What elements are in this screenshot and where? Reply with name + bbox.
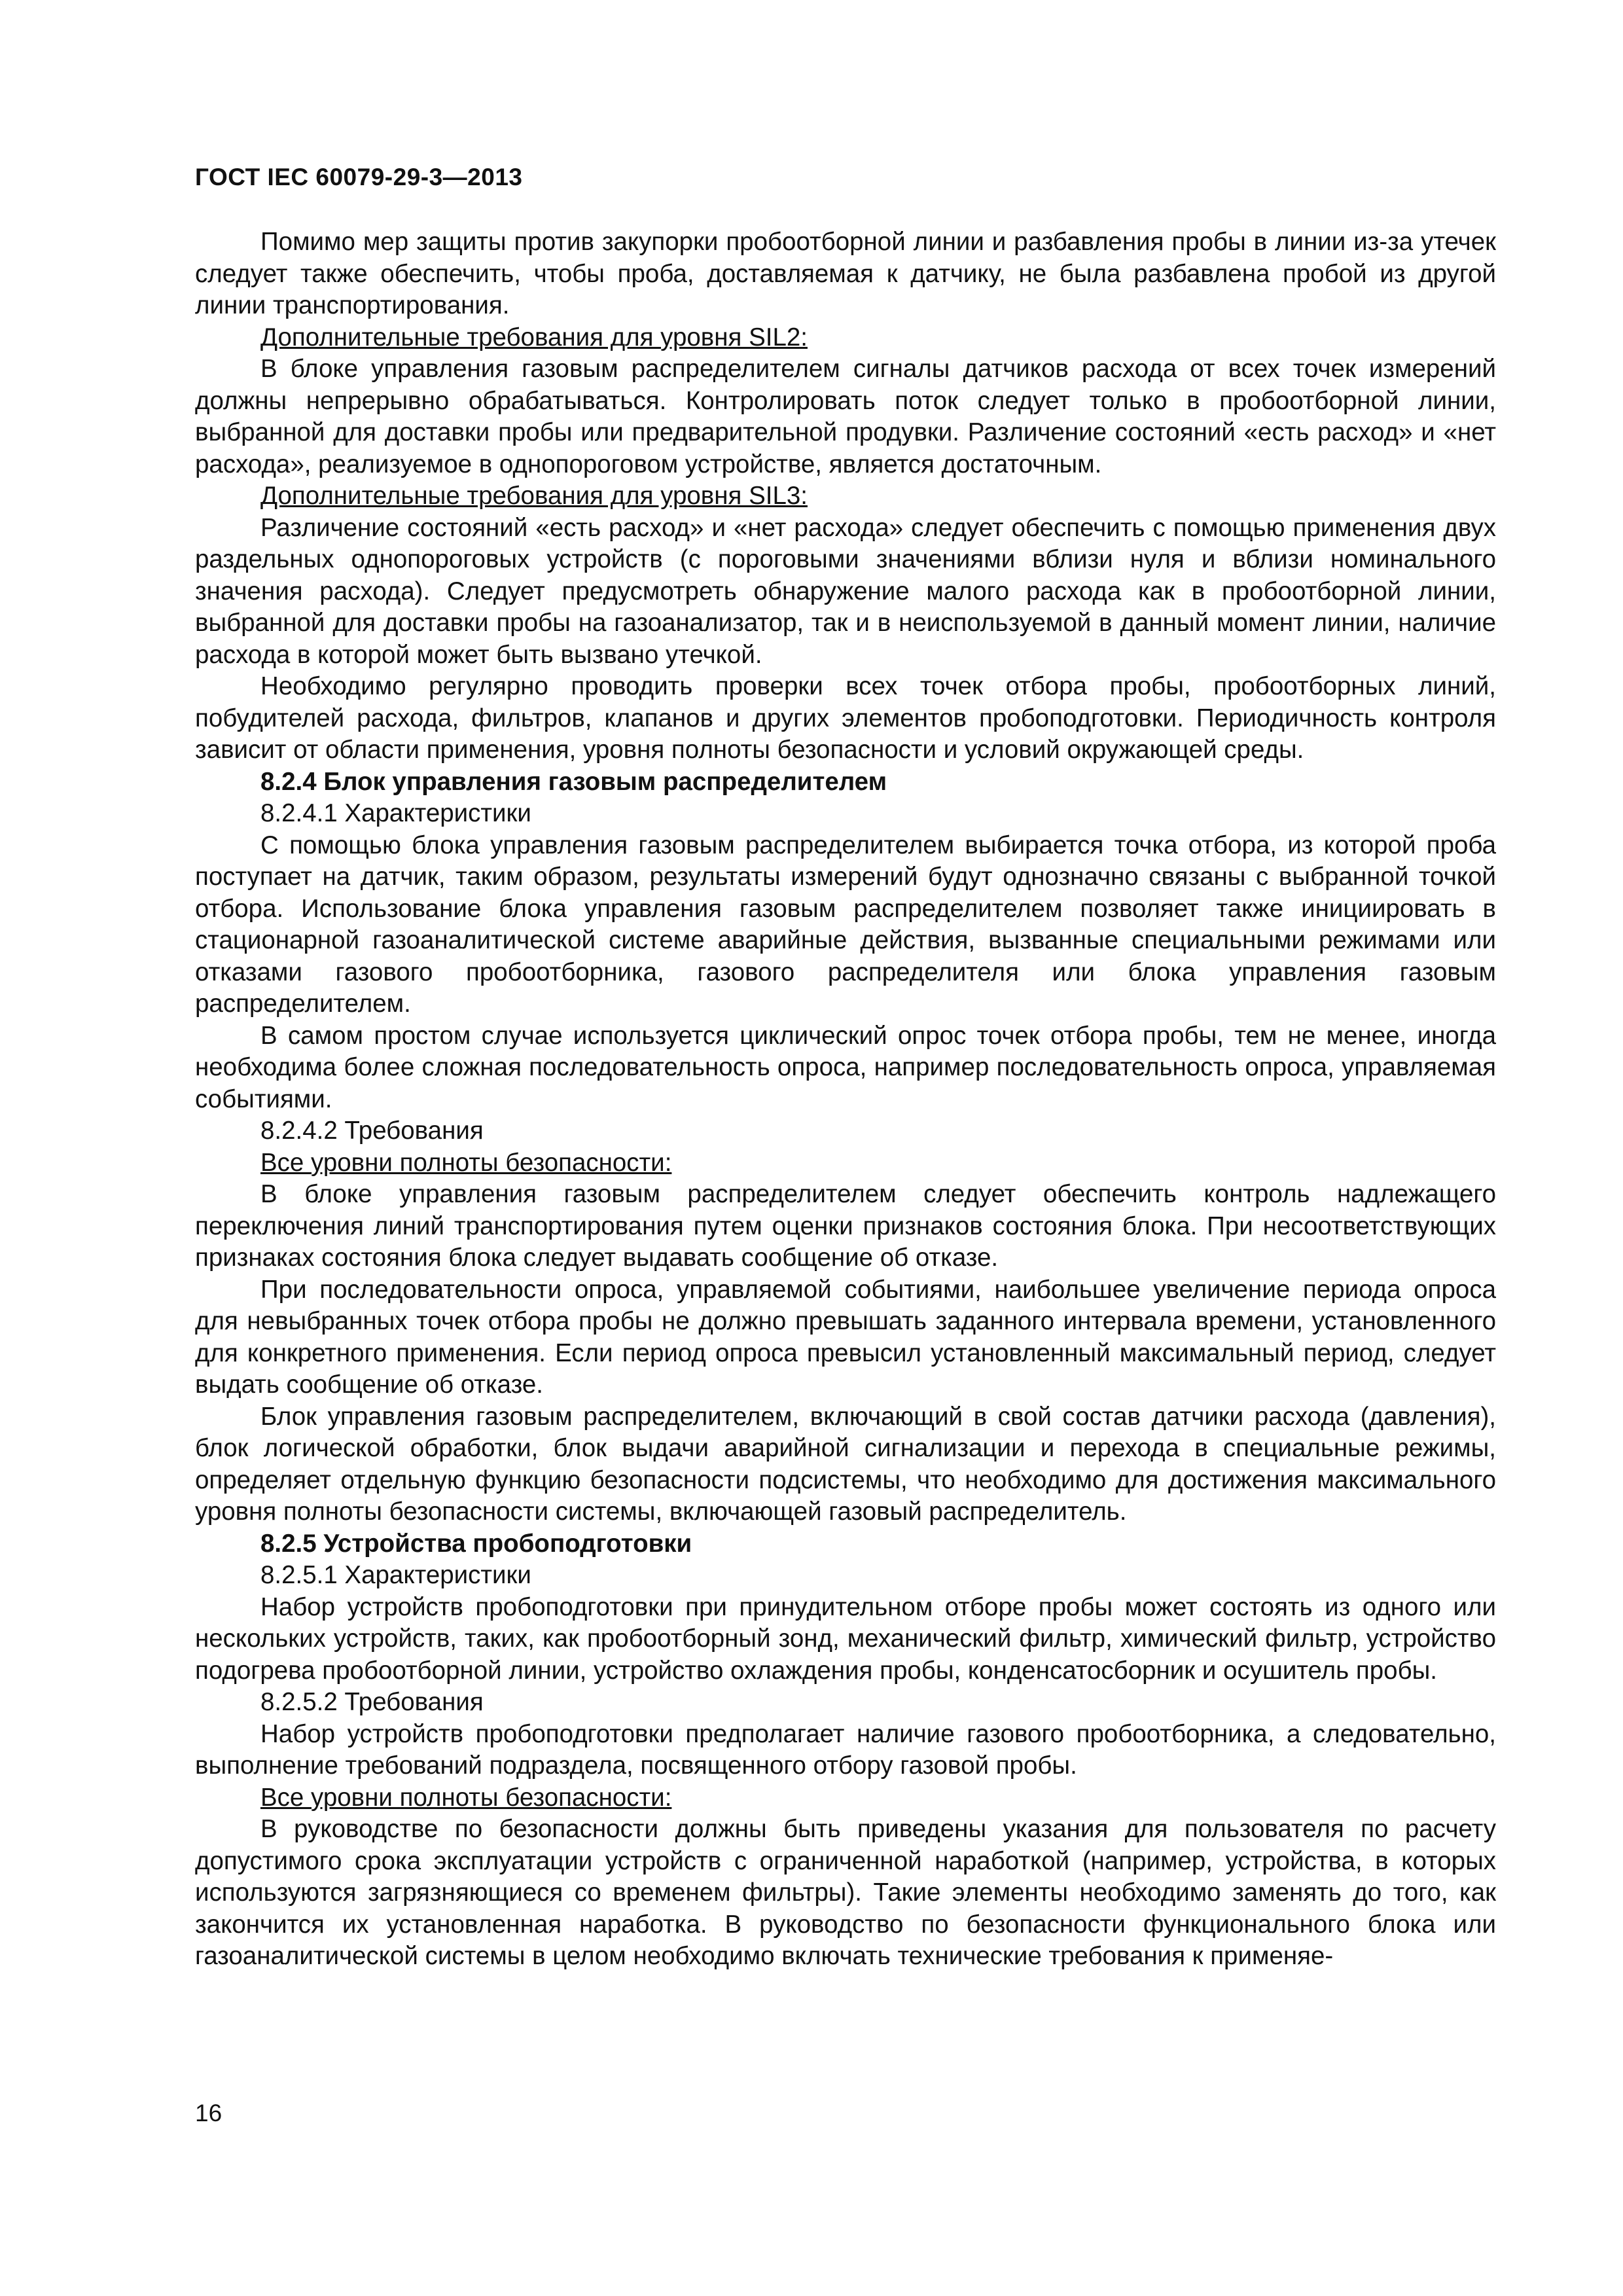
paragraph: В самом простом случае используется циклический опрос точек отбора пробы, тем не менее, иногда необходима более сложная последовательность опроса, например последовательность опроса, управляемая событиями. — [195, 1021, 1496, 1113]
paragraph: Набор устройств пробоподготовки предполагает наличие газового пробоотборника, а следовательно, выполнение требований подраздела, посвященного отбору газовой пробы. — [195, 1719, 1496, 1780]
paragraph: В руководстве по безопасности должны быть приведены указания для пользователя по расчету допустимого срока эксплуатации устройств с ограниченной наработкой (например, устройства, в которых используются загрязняющиеся со временем фильтры). Такие элементы необходимо заменять до того, как закончится их установленная наработка. В руководство по безопасности функционального блока или газоаналитической системы в целом необходимо включать технические требования к применяе- — [195, 1815, 1496, 1970]
paragraph: С помощью блока управления газовым распределителем выбирается точка отбора, из которой проба поступает на датчик, таким образом, результаты измерений будут однозначно связаны с выбранной точкой отбора. Использование блока управления газовым распределителем позволяет также инициировать в стационарной газоаналитической системе аварийные действия, вызванные специальными режимами или отказами газового пробоотборника, газового распределителя или блока управления газовым распределителем. — [195, 831, 1496, 1018]
subheading-all-levels: Все уровни полноты безопасности: — [260, 1783, 672, 1812]
paragraph: Набор устройств пробоподготовки при принудительном отборе пробы может состоять из одного или нескольких устройств, таких, как пробоотборный зонд, механический фильтр, химический фильтр, устройство подогрева пробоотборной линии, устройство охлаждения пробы, конденсатосборник и осушитель пробы. — [195, 1592, 1496, 1685]
subsection-heading-8-2-4-1: 8.2.4.1 Характеристики — [260, 799, 531, 827]
paragraph: В блоке управления газовым распределителем сигналы датчиков расхода от всех точек измерений должны непрерывно обрабатываться. Контролировать поток следует только в пробоотборной линии, выбранной для доставки пробы или предварительной продувки. Различение состояний «есть расход» и «нет расхода», реализуемое в однопороговом устройстве, является достаточным. — [195, 355, 1496, 478]
paragraph: Помимо мер защиты против закупорки пробоотборной линии и разбавления пробы в линии из-за утечек следует также обеспечить, чтобы проба, доставляемая к датчику, не была разбавлена пробой из другой линии транспортирования. — [195, 228, 1496, 319]
paragraph: Различение состояний «есть расход» и «нет расхода» следует обеспечить с помощью применения двух раздельных однопороговых устройств (с пороговыми значениями вблизи нуля и вблизи номинального значения расхода). Следует предусмотреть обнаружение малого расхода как в пробоотборной линии, выбранной для доставки пробы на газоанализатор, так и в неиспользуемой в данный момент линии, наличие расхода в которой может быть вызвано утечкой. — [195, 513, 1496, 669]
document-header: ГОСТ IEC 60079-29-3—2013 — [195, 164, 523, 190]
document-body — [195, 226, 1496, 1973]
page-number: 16 — [195, 2100, 223, 2126]
paragraph: В блоке управления газовым распределителем следует обеспечить контроль надлежащего переключения линий транспортирования путем оценки признаков состояния блока. При несоответствующих признаках состояния блока следует выдавать сообщение об отказе. — [195, 1180, 1496, 1272]
paragraph: При последовательности опроса, управляемой событиями, наибольшее увеличение периода опроса для невыбранных точек отбора пробы не должно превышать заданного интервала времени, установленного для конкретного применения. Если период опроса превысил установленный максимальный период, следует выдать сообщение об отказе. — [195, 1275, 1496, 1399]
section-heading-8-2-4: 8.2.4 Блок управления газовым распределителем — [260, 767, 887, 796]
subheading-sil3: Дополнительные требования для уровня SIL3: — [260, 482, 808, 510]
paragraph: Необходимо регулярно проводить проверки всех точек отбора пробы, пробоотборных линий, побудителей расхода, фильтров, клапанов и других элементов пробоподготовки. Периодичность контроля зависит от области применения, уровня полноты безопасности и условий окружающей среды. — [195, 672, 1496, 764]
subsection-heading-8-2-4-2: 8.2.4.2 Требования — [260, 1117, 484, 1145]
subheading-sil2: Дополнительные требования для уровня SIL2: — [260, 323, 808, 351]
paragraph: Блок управления газовым распределителем, включающий в свой состав датчики расхода (давления), блок логической обработки, блок выдачи аварийной сигнализации и перехода в специальные режимы, определяет отдельную функцию безопасности подсистемы, что необходимо для достижения максимального уровня полноты безопасности системы, включающей газовый распределитель. — [195, 1402, 1496, 1526]
section-heading-8-2-5: 8.2.5 Устройства пробоподготовки — [260, 1529, 692, 1558]
subheading-all-levels: Все уровни полноты безопасности: — [260, 1148, 672, 1177]
subsection-heading-8-2-5-1: 8.2.5.1 Характеристики — [260, 1561, 531, 1589]
subsection-heading-8-2-5-2: 8.2.5.2 Требования — [260, 1688, 484, 1716]
